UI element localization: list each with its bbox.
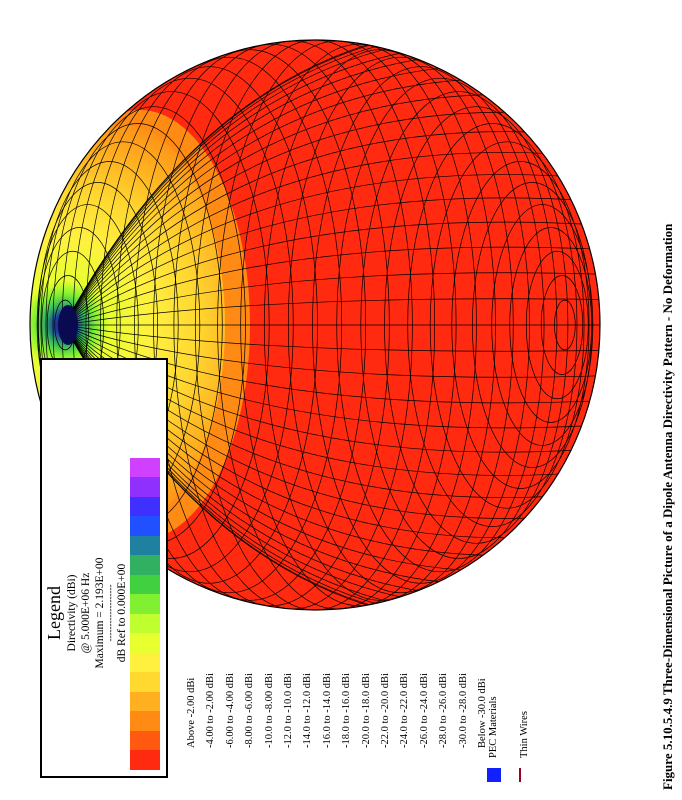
legend-level-label: -16.0 to -14.0 dBi <box>321 673 333 748</box>
figure-caption: Figure 5.10.5.4.9 Three-Dimensional Picture of a Dipole Antenna Directivity Pattern - No Deformation <box>660 223 675 790</box>
legend-swatch <box>130 575 160 595</box>
legend-swatch <box>130 595 160 615</box>
legend-swatch <box>130 497 160 517</box>
legend-level-label: Above -2.00 dBi <box>186 677 197 748</box>
legend-swatch <box>130 556 160 576</box>
legend-swatch <box>130 751 160 771</box>
legend-level-label: -28.0 to -26.0 dBi <box>438 673 450 748</box>
legend-swatch <box>130 634 160 654</box>
thin-wires-swatch <box>519 768 521 782</box>
pec-materials-label: PEC Materials <box>488 696 499 758</box>
legend-level-label: -8.00 to -6.00 dBi <box>244 673 256 748</box>
legend-level-label: -20.0 to -18.0 dBi <box>360 673 372 748</box>
legend-swatch <box>130 692 160 712</box>
legend-level-label: -14.0 to -12.0 dBi <box>302 673 314 748</box>
legend-title: Legend <box>44 586 64 640</box>
legend-level-label: -6.00 to -4.00 dBi <box>224 673 236 748</box>
legend-swatch <box>130 517 160 537</box>
legend-level-label: -18.0 to -16.0 dBi <box>341 673 353 748</box>
legend-final <box>40 358 168 778</box>
legend-swatch <box>130 458 160 478</box>
legend-swatch <box>130 653 160 673</box>
pec-materials-swatch <box>487 768 501 782</box>
legend-divider: ------------------- <box>105 584 115 642</box>
legend-level-label: -4.00 to -2.00 dBi <box>205 673 217 748</box>
legend-level-label: -26.0 to -24.0 dBi <box>418 673 430 748</box>
legend-swatch <box>130 712 160 732</box>
legend-quantity: Directivity (dBi) <box>66 574 78 652</box>
legend-maximum: Maximum = 2.193E+00 <box>94 557 106 669</box>
legend-swatch <box>130 731 160 751</box>
legend-level-label: -30.0 to -28.0 dBi <box>457 673 469 748</box>
legend-swatch <box>130 536 160 556</box>
legend-frequency: @ 5.000E+06 Hz <box>80 572 92 654</box>
legend-swatch <box>130 614 160 634</box>
legend-reference: dB Ref to 0.000E+00 <box>116 563 128 663</box>
legend-swatch <box>130 673 160 693</box>
legend-level-label: -10.0 to -8.00 dBi <box>263 673 275 748</box>
legend-level-label: -22.0 to -20.0 dBi <box>380 673 391 748</box>
legend-level-label: Below -30.0 dBi <box>477 678 488 748</box>
legend-swatches <box>40 358 168 778</box>
legend-level-label: -12.0 to -10.0 dBi <box>283 673 294 748</box>
legend-swatch <box>130 478 160 498</box>
legend-level-label: -24.0 to -22.0 dBi <box>399 673 411 748</box>
thin-wires-label: Thin Wires <box>519 711 530 758</box>
